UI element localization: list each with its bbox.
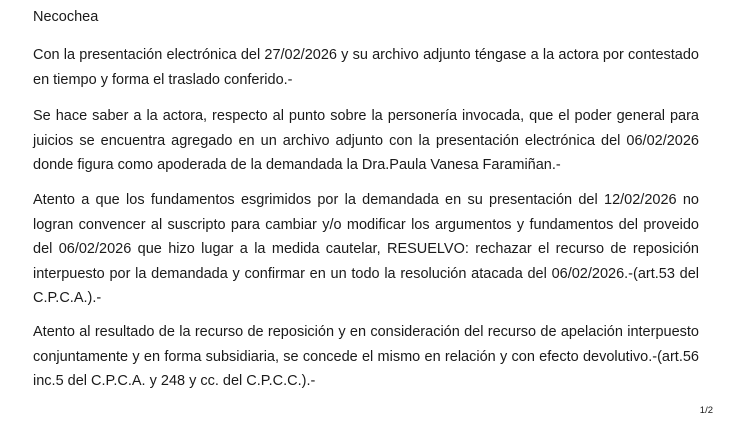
page-number: 1/2 [699, 405, 713, 416]
paragraph-traslado: Con la presentación electrónica del 27/02/2026 y su archivo adjunto téngase a la actora por contestado en tiempo y forma el traslado conferido.- [33, 47, 699, 88]
paragraph-resolucion: Atento a que los fundamentos esgrimidos por la demandada en su presentación del 12/02/2026 no logran convencer al suscripto para cambiar y/o modificar los argumentos y fundamentos del proveido del 06/02/2026 que hizo lugar a la medida cautelar, RESUELVO: rechazar el recurso de reposición interpuesto por la demandada y confirmar en un todo la resolución atacada del 06/02/2026.-(art.53 del C.P.C.A.).- [33, 192, 699, 306]
document-location: Necochea [33, 9, 99, 25]
paragraph-personeria: Se hace saber a la actora, respecto al punto sobre la personería invocada, que el poder general para juicios se encuentra agregado en un archivo adjunto con la presentación electrónica del 06/02/2026 donde figura como apoderada de la demandada la Dra.Paula Vanesa Faramiñan.- [33, 108, 699, 173]
paragraph-apelacion: Atento al resultado de la recurso de reposición y en consideración del recurso de apelación interpuesto conjuntamente y en forma subsidiaria, se concede el mismo en relación y con efecto devolutivo.-(art.56 inc.5 del C.P.C.A. y 248 y cc. del C.P.C.C.).- [33, 324, 699, 389]
